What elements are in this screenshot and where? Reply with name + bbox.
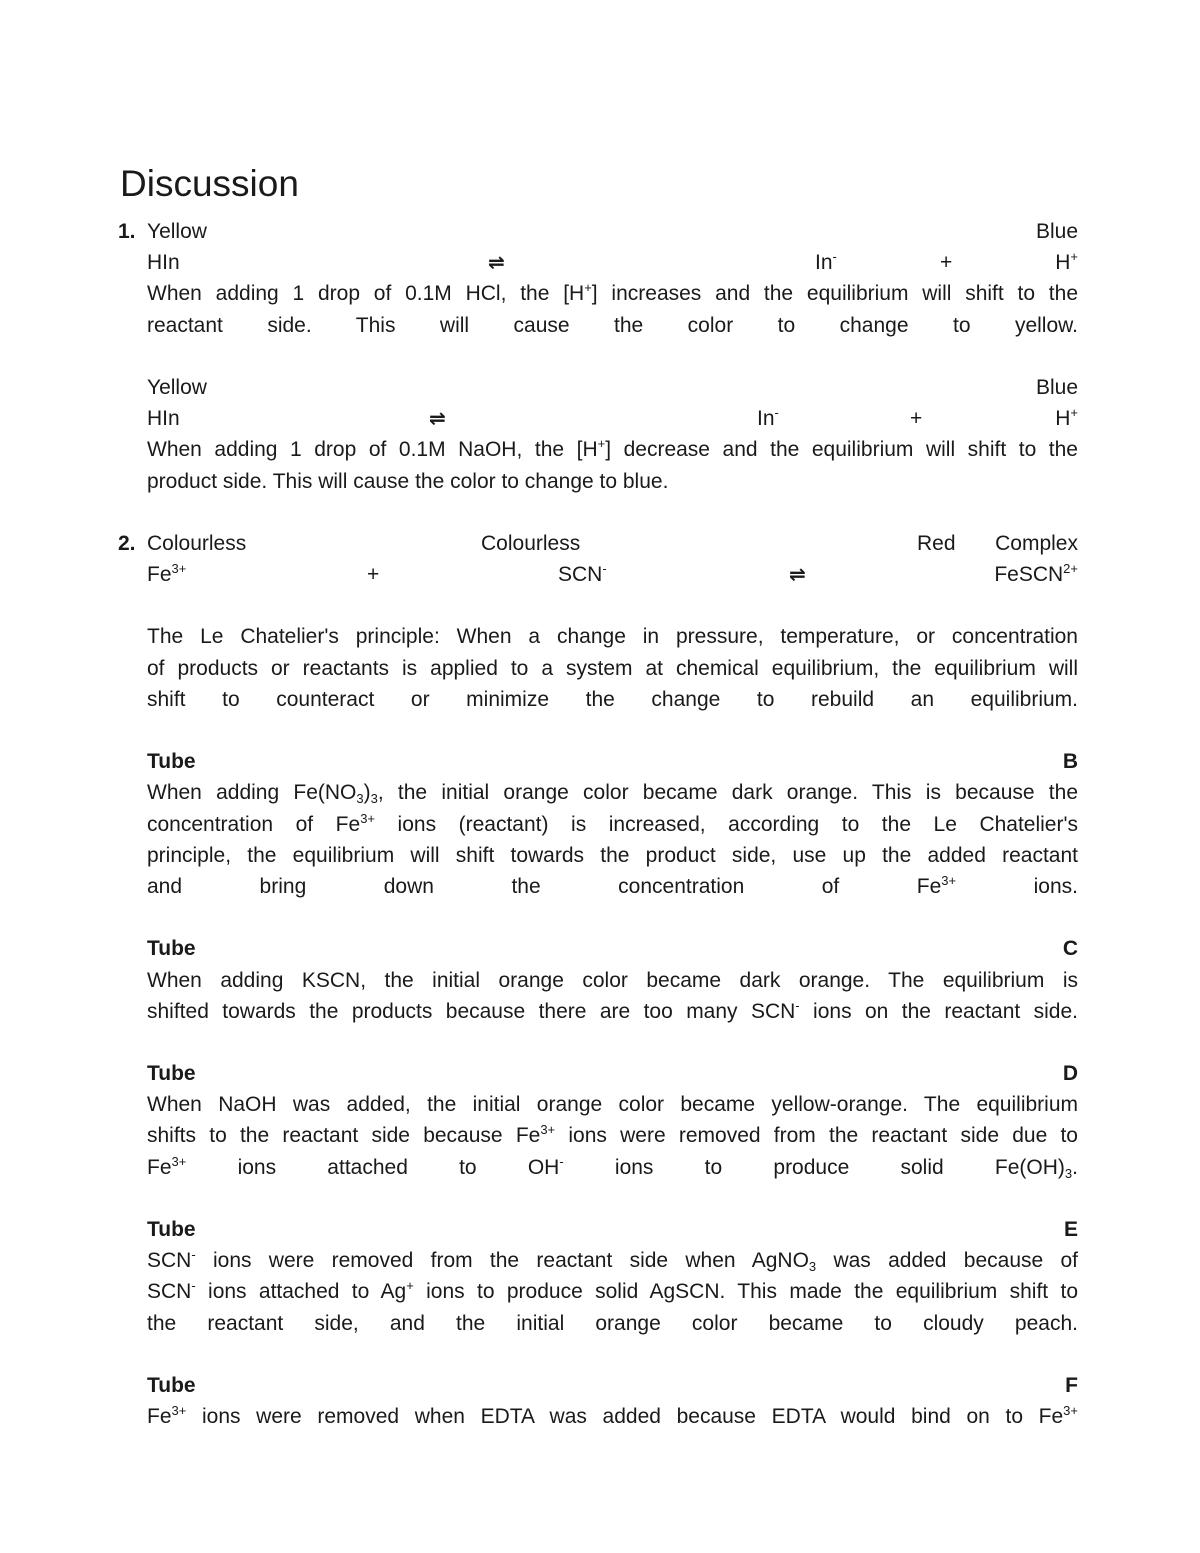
- equilibrium-arrow-icon: ⇌: [488, 250, 505, 275]
- principle-line-2: of products or reactants is applied to a system at chemical equilibrium, the equilibrium will: [147, 656, 1078, 680]
- label-red: Red: [917, 531, 956, 555]
- q1-rxn2-equation: [147, 403, 1078, 434]
- reactant-hin: HIn: [147, 251, 180, 275]
- q1-rxn2-labels: [147, 372, 1078, 403]
- label-yellow: Yellow: [147, 375, 207, 399]
- label-blue: Blue: [1035, 220, 1078, 243]
- q1-para1-line2: reactant side. This will cause the color to change to yellow.: [147, 313, 1078, 337]
- q1-rxn1-labels: [118, 216, 1078, 247]
- principle-line-1: The Le Chatelier's principle: When a change in pressure, temperature, or concentration: [147, 625, 1078, 649]
- reactant-hin: HIn: [147, 407, 180, 431]
- principle-line-3: shift to counteract or minimize the change to rebuild an equilibrium.: [147, 687, 1078, 711]
- reactant-scn: SCN-: [558, 561, 607, 587]
- tube-d-line2: shifts to the reactant side because $Fe^{3+}$ ions were removed from the reactant side due to: [147, 1122, 1078, 1148]
- q2-labels: [118, 528, 1078, 559]
- product-in: In-: [815, 249, 837, 275]
- plus-sign: +: [367, 563, 380, 587]
- q1-para1-line1: When adding 1 drop of 0.1M HCl, the [H+] increases and the equilibrium will shift to the: [147, 280, 1079, 306]
- tube-d-line3: $Fe^{3+}$ ions attached to OH- ions to produce solid $Fe(OH)_3$.: [147, 1153, 1078, 1181]
- equilibrium-arrow-icon: ⇌: [429, 406, 446, 431]
- tube-c-line2: shifted towards the products because there are too many SCN- ions on the reactant side.: [147, 997, 1078, 1023]
- equilibrium-arrow-icon: ⇌: [789, 562, 806, 587]
- tube-e-heading: Tube E: [147, 1218, 1078, 1241]
- q2-equation: [147, 559, 1078, 590]
- plus-sign: +: [940, 251, 953, 275]
- tube-b-line3: principle, the equilibrium will shift towards the product side, use up the added reactant: [147, 843, 1078, 867]
- tube-e-line1: SCN- ions were removed from the reactant side when AgNO$_3$ was added because of: [147, 1247, 1078, 1275]
- tube-b-line2: concentration of $Fe^{3+}$ ions (reactant) is increased, according to the Le Chatelier's: [147, 810, 1078, 836]
- q1-para2-line1: When adding 1 drop of 0.1M NaOH, the [H+] decrease and the equilibrium will shift to the: [147, 436, 1078, 462]
- tube-c-line1: When adding KSCN, the initial orange color became dark orange. The equilibrium is: [147, 968, 1078, 992]
- q1-para2-line2: product side. This will cause the color to change to blue.: [147, 469, 669, 493]
- product-in: In-: [757, 405, 779, 431]
- tube-b-line4: and bring down the concentration of $Fe^{3+}$ ions.: [147, 872, 1078, 898]
- tube-c-heading: Tube C: [147, 937, 1078, 961]
- label-yellow: Yellow: [147, 220, 207, 243]
- tube-b-heading: Tube B: [147, 750, 1078, 774]
- tube-e-line3: the reactant side, and the initial orange color became to cloudy peach.: [147, 1311, 1078, 1335]
- label-colourless-2: Colourless: [481, 531, 581, 555]
- tube-f-heading: Tube F: [147, 1373, 1078, 1397]
- product-fescn: FeSCN$^{2+}$: [994, 561, 1078, 587]
- tube-b-line1: When adding $Fe(NO_3)_3$, the initial orange color became dark orange. This is because the: [147, 781, 1078, 807]
- q2-number: 2.: [118, 531, 136, 555]
- reactant-fe: $Fe^{3+}$: [147, 561, 187, 587]
- page-title: Discussion: [120, 163, 299, 204]
- tube-e-line2: SCN- ions attached to Ag+ ions to produce solid AgSCN. This made the equilibrium shift to: [147, 1278, 1078, 1304]
- tube-d-line1: When NaOH was added, the initial orange color became yellow-orange. The equilibrium: [147, 1093, 1078, 1117]
- tube-f-line1: $Fe^{3+}$ ions were removed when EDTA was added because EDTA would bind on to $Fe^{3+}$: [147, 1403, 1078, 1429]
- label-blue: Blue: [1035, 375, 1078, 399]
- discussion-content: [118, 216, 1079, 1432]
- product-h: H+: [1055, 249, 1078, 275]
- product-h: H+: [1055, 405, 1078, 431]
- q1-number: 1.: [118, 220, 136, 243]
- label-colourless-1: Colourless: [147, 531, 247, 555]
- plus-sign: +: [910, 407, 923, 431]
- tube-d-heading: Tube D: [147, 1062, 1078, 1086]
- label-complex: Complex: [995, 531, 1078, 555]
- q1-rxn1-equation: [147, 247, 1078, 278]
